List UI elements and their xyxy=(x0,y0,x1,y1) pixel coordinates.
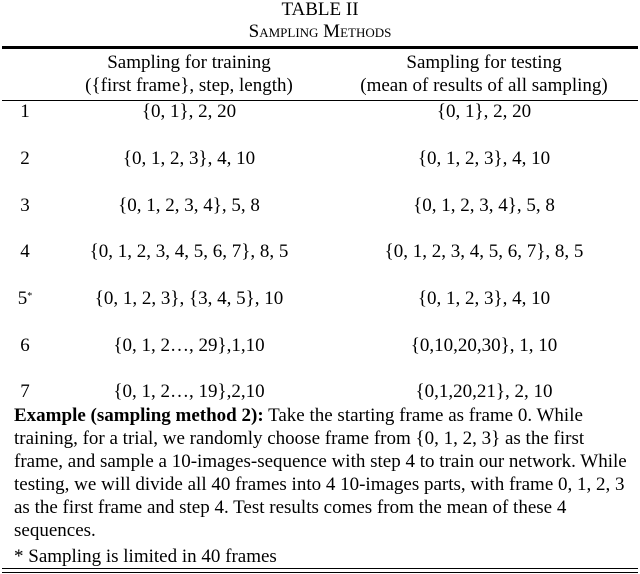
table-title: Sampling Methods xyxy=(248,21,392,42)
training-cell: {0, 1, 2…, 29},1,10 xyxy=(113,335,265,356)
top-rule xyxy=(2,46,638,49)
header-training xyxy=(60,51,318,97)
testing-cell: {0, 1, 2, 3, 4}, 5, 8 xyxy=(413,195,555,216)
row-index: 3 xyxy=(20,195,30,216)
testing-cell: {0, 1, 2, 3, 4, 5, 6, 7}, 8, 5 xyxy=(384,241,584,262)
training-cell: {0, 1, 2, 3, 4}, 5, 8 xyxy=(118,195,260,216)
table-row xyxy=(0,380,640,404)
bottom-rule-double xyxy=(2,572,638,573)
row-index: 4 xyxy=(20,241,30,262)
testing-cell: {0, 1, 2, 3}, 4, 10 xyxy=(417,288,551,309)
header-training-line1: Sampling for training xyxy=(107,52,271,73)
row-index: 5* xyxy=(17,288,33,309)
footnote: * Sampling is limited in 40 frames xyxy=(14,546,277,567)
example-note xyxy=(14,404,634,542)
row-index: 2 xyxy=(20,148,30,169)
asterisk-marker: * xyxy=(27,291,33,302)
row-index: 1 xyxy=(20,101,30,122)
table-row xyxy=(0,240,640,264)
header-testing xyxy=(330,51,638,97)
table-row xyxy=(0,147,640,171)
row-index: 6 xyxy=(20,335,30,356)
training-cell: {0, 1, 2, 3}, 4, 10 xyxy=(122,148,256,169)
testing-cell: {0,10,20,30}, 1, 10 xyxy=(410,335,558,356)
header-testing-line2: (mean of results of all sampling) xyxy=(360,75,608,96)
table-row xyxy=(0,287,640,311)
table-row xyxy=(0,100,640,124)
table-row xyxy=(0,334,640,358)
header-testing-line1: Sampling for testing xyxy=(406,52,562,73)
example-note-body: Take the starting frame as frame 0. While training, for a trial, we randomly choose frame from {0, 1, 2, 3} as the first frame, and sample a 10-images-sequence with step 4 to train our network. While testing, we will divide all 40 frames into 4 10-images parts, with frame 0, 1, 2, 3 as the first frame and step 4. Test results comes from the mean of these 4 sequences. xyxy=(14,405,627,541)
testing-cell: {0,1,20,21}, 2, 10 xyxy=(415,381,553,402)
row-index: 7 xyxy=(20,381,30,402)
testing-cell: {0, 1, 2, 3}, 4, 10 xyxy=(417,148,551,169)
table-label: TABLE II xyxy=(281,0,359,20)
training-cell: {0, 1, 2, 3, 4, 5, 6, 7}, 8, 5 xyxy=(89,241,289,262)
training-cell: {0, 1}, 2, 20 xyxy=(141,101,237,122)
bottom-rule xyxy=(2,568,638,569)
training-cell: {0, 1, 2…, 19},2,10 xyxy=(113,381,265,402)
training-cell: {0, 1, 2, 3}, {3, 4, 5}, 10 xyxy=(94,288,284,309)
example-note-title: Example (sampling method 2): xyxy=(14,405,264,426)
testing-cell: {0, 1}, 2, 20 xyxy=(436,101,532,122)
header-training-line2: ({first frame}, step, length) xyxy=(85,75,293,96)
table-row xyxy=(0,194,640,218)
